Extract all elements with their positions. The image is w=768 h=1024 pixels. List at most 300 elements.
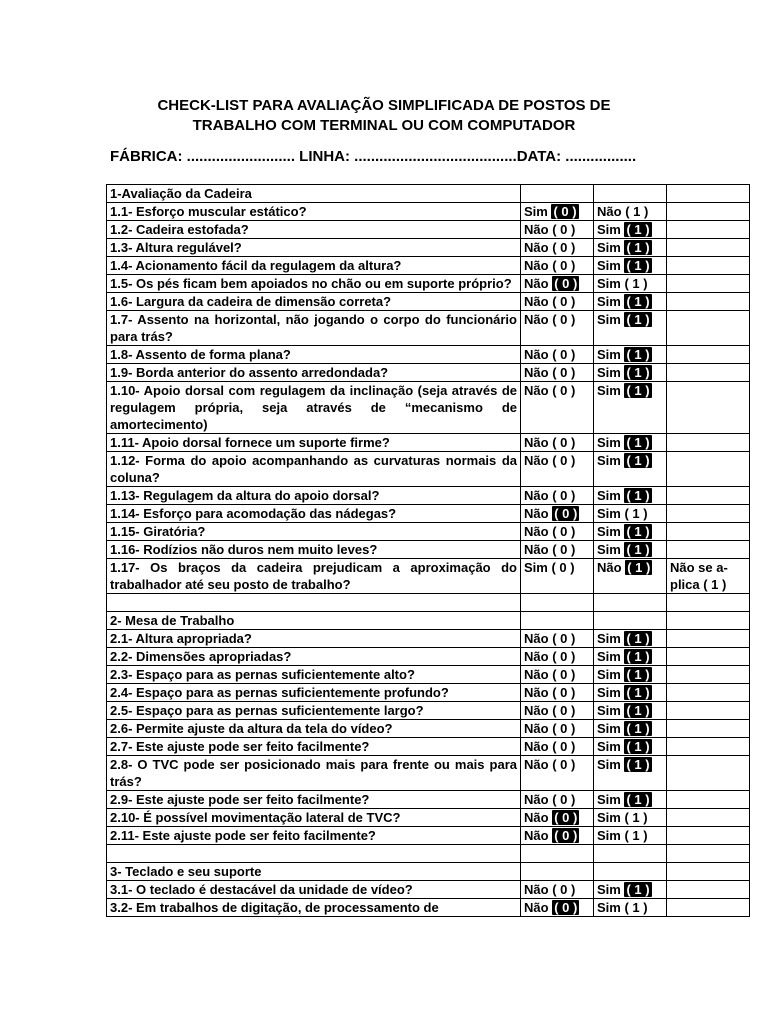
empty-cell xyxy=(667,809,750,827)
answer-score-value: 1 xyxy=(634,739,642,754)
answer-score: ( 0 ) xyxy=(553,204,577,219)
answer-score: ( 0 ) xyxy=(552,240,576,255)
question-row xyxy=(107,684,750,702)
answer-score: ( 1 ) xyxy=(626,667,650,682)
answer-score-value: 1 xyxy=(634,721,642,736)
answer-option-cell xyxy=(521,756,594,791)
spacer-row xyxy=(107,594,750,612)
answer-score: ( 1 ) xyxy=(626,631,650,646)
answer-option-label: Sim xyxy=(597,649,621,664)
empty-cell xyxy=(521,863,594,881)
answer-option-cell xyxy=(521,881,594,899)
empty-cell xyxy=(667,311,750,346)
answer-option-cell xyxy=(594,346,667,364)
answer-score: ( 0 ) xyxy=(552,347,576,362)
answer-score: ( 0 ) xyxy=(552,453,576,468)
answer-option-cell xyxy=(594,221,667,239)
answer-option-cell xyxy=(594,720,667,738)
question-text: 1.5- Os pés ficam bem apoiados no chão ou em suporte próprio? xyxy=(107,275,521,293)
answer-score-value: 0 xyxy=(560,435,568,450)
question-row xyxy=(107,756,750,791)
answer-option-cell xyxy=(521,666,594,684)
empty-cell xyxy=(521,845,594,863)
answer-score: ( 1 ) xyxy=(626,524,650,539)
answer-score-value: 1 xyxy=(634,757,642,772)
answer-option-cell xyxy=(594,559,667,594)
answer-score-value: 0 xyxy=(562,828,570,843)
answer-option-label: Sim xyxy=(597,703,621,718)
answer-score-value: 1 xyxy=(633,204,641,219)
question-row xyxy=(107,666,750,684)
answer-option-label: Sim xyxy=(597,276,621,291)
question-text: 1.2- Cadeira estofada? xyxy=(107,221,521,239)
answer-option-cell xyxy=(521,720,594,738)
question-text: 2.8- O TVC pode ser posicionado mais para frente ou mais para trás? xyxy=(107,756,521,791)
question-row xyxy=(107,346,750,364)
answer-option-label: Sim xyxy=(597,828,621,843)
title-line-1: CHECK-LIST PARA AVALIAÇÃO SIMPLIFICADA DE POSTOS DE xyxy=(157,97,611,114)
section-row xyxy=(107,863,750,881)
answer-score-value: 1 xyxy=(632,506,640,521)
answer-option-label: Sim xyxy=(597,240,621,255)
answer-option-label: Sim xyxy=(597,488,621,503)
answer-score: ( 0 ) xyxy=(551,560,575,575)
answer-score-value: 0 xyxy=(560,721,568,736)
answer-option-cell xyxy=(521,239,594,257)
empty-cell xyxy=(107,845,521,863)
answer-score-value: 0 xyxy=(560,631,568,646)
answer-score-value: 0 xyxy=(559,560,567,575)
answer-option-label: Não xyxy=(524,828,549,843)
answer-score-value: 0 xyxy=(560,222,568,237)
question-text: 2.4- Espaço para as pernas suficientemente profundo? xyxy=(107,684,521,702)
answer-option-label: Não xyxy=(524,542,549,557)
answer-option-label: Não xyxy=(524,667,549,682)
answer-score-value: 1 xyxy=(634,453,642,468)
section-row xyxy=(107,612,750,630)
answer-score: ( 0 ) xyxy=(552,524,576,539)
answer-score-value: 0 xyxy=(560,347,568,362)
answer-option-label: Não xyxy=(524,900,549,915)
answer-score-value: 0 xyxy=(560,792,568,807)
empty-cell xyxy=(667,505,750,523)
answer-score: ( 1 ) xyxy=(626,258,650,273)
empty-cell xyxy=(667,845,750,863)
not-applicable-option: Não se a-plica ( 1 ) xyxy=(667,559,750,594)
answer-score-value: 0 xyxy=(560,294,568,309)
question-row xyxy=(107,293,750,311)
answer-option-cell xyxy=(594,311,667,346)
answer-option-cell xyxy=(521,346,594,364)
answer-option-cell xyxy=(594,684,667,702)
empty-cell xyxy=(667,541,750,559)
answer-score-value: 0 xyxy=(560,453,568,468)
section-heading: 1-Avaliação da Cadeira xyxy=(107,185,521,203)
empty-cell xyxy=(594,594,667,612)
answer-option-cell xyxy=(521,791,594,809)
answer-option-cell xyxy=(521,364,594,382)
question-text: 1.16- Rodízios não duros nem muito leves? xyxy=(107,541,521,559)
question-text: 1.17- Os braços da cadeira prejudicam a aproximação do trabalhador até seu posto de trabalho? xyxy=(107,559,521,594)
answer-option-label: Sim xyxy=(597,383,621,398)
answer-score-value: 1 xyxy=(632,810,640,825)
question-text: 3.1- O teclado é destacável da unidade de vídeo? xyxy=(107,881,521,899)
empty-cell xyxy=(667,863,750,881)
question-text: 1.3- Altura regulável? xyxy=(107,239,521,257)
answer-score: ( 0 ) xyxy=(552,542,576,557)
answer-option-label: Não xyxy=(524,649,549,664)
answer-score: ( 0 ) xyxy=(552,258,576,273)
empty-cell xyxy=(594,612,667,630)
answer-score-value: 0 xyxy=(560,649,568,664)
empty-cell xyxy=(667,382,750,434)
empty-cell xyxy=(667,899,750,917)
answer-option-label: Não xyxy=(524,294,549,309)
answer-score-value: 0 xyxy=(560,365,568,380)
answer-score-value: 0 xyxy=(560,258,568,273)
answer-option-label: Sim xyxy=(524,204,548,219)
answer-option-label: Não xyxy=(524,453,549,468)
answer-option-label: Não xyxy=(524,258,549,273)
empty-cell xyxy=(667,346,750,364)
question-text: 2.10- É possível movimentação lateral de TVC? xyxy=(107,809,521,827)
answer-option-label: Sim xyxy=(597,294,621,309)
empty-cell xyxy=(667,612,750,630)
answer-option-cell xyxy=(521,311,594,346)
answer-score-value: 0 xyxy=(560,667,568,682)
question-row xyxy=(107,827,750,845)
answer-option-label: Sim xyxy=(597,721,621,736)
answer-option-label: Não xyxy=(524,312,549,327)
answer-option-label: Sim xyxy=(597,882,621,897)
question-row xyxy=(107,523,750,541)
answer-score-value: 1 xyxy=(632,828,640,843)
answer-option-cell xyxy=(521,382,594,434)
answer-option-label: Sim xyxy=(597,347,621,362)
answer-score-value: 1 xyxy=(634,882,642,897)
answer-option-cell xyxy=(521,702,594,720)
answer-option-cell xyxy=(521,275,594,293)
question-row xyxy=(107,559,750,594)
answer-option-cell xyxy=(521,505,594,523)
answer-option-label: Sim xyxy=(597,667,621,682)
question-text: 2.5- Espaço para as pernas suficientemente largo? xyxy=(107,702,521,720)
question-text: 1.14- Esforço para acomodação das nádegas? xyxy=(107,505,521,523)
answer-score: ( 1 ) xyxy=(626,435,650,450)
answer-score-value: 0 xyxy=(561,204,569,219)
answer-score: ( 1 ) xyxy=(624,828,648,843)
question-text: 1.13- Regulagem da altura do apoio dorsal? xyxy=(107,487,521,505)
empty-cell xyxy=(667,648,750,666)
answer-score-value: 1 xyxy=(632,276,640,291)
empty-cell xyxy=(667,738,750,756)
answer-option-label: Não xyxy=(524,435,549,450)
answer-score-value: 0 xyxy=(562,506,570,521)
answer-score-value: 1 xyxy=(634,524,642,539)
answer-option-cell xyxy=(594,523,667,541)
answer-score-value: 0 xyxy=(560,542,568,557)
answer-score-value: 0 xyxy=(560,882,568,897)
answer-option-label: Sim xyxy=(597,365,621,380)
answer-option-label: Não xyxy=(524,757,549,772)
answer-score: ( 1 ) xyxy=(626,542,650,557)
answer-score: ( 0 ) xyxy=(554,828,578,843)
empty-cell xyxy=(667,791,750,809)
answer-option-cell xyxy=(521,487,594,505)
answer-score: ( 1 ) xyxy=(624,900,648,915)
answer-score: ( 0 ) xyxy=(552,667,576,682)
answer-option-label: Não xyxy=(524,810,549,825)
answer-option-cell xyxy=(594,293,667,311)
answer-score-value: 1 xyxy=(634,792,642,807)
empty-cell xyxy=(667,364,750,382)
answer-option-label: Sim xyxy=(597,312,621,327)
answer-score: ( 0 ) xyxy=(552,365,576,380)
question-text: 1.11- Apoio dorsal fornece um suporte firme? xyxy=(107,434,521,452)
answer-score: ( 0 ) xyxy=(552,294,576,309)
answer-option-label: Sim xyxy=(597,258,621,273)
answer-option-cell xyxy=(594,756,667,791)
answer-option-cell xyxy=(594,738,667,756)
answer-option-label: Sim xyxy=(597,739,621,754)
empty-cell xyxy=(667,239,750,257)
answer-score-value: 1 xyxy=(634,685,642,700)
answer-score: ( 0 ) xyxy=(554,506,578,521)
answer-score-value: 1 xyxy=(634,365,642,380)
empty-cell xyxy=(107,594,521,612)
answer-score: ( 1 ) xyxy=(626,685,650,700)
answer-score: ( 1 ) xyxy=(624,810,648,825)
empty-cell xyxy=(667,434,750,452)
answer-option-cell xyxy=(521,684,594,702)
answer-option-label: Não xyxy=(524,222,549,237)
answer-option-label: Sim xyxy=(597,900,621,915)
answer-option-cell xyxy=(594,630,667,648)
answer-score-value: 0 xyxy=(560,524,568,539)
answer-score-value: 0 xyxy=(562,810,570,825)
checklist-rows xyxy=(107,185,750,917)
empty-cell xyxy=(594,845,667,863)
answer-score: ( 1 ) xyxy=(625,204,649,219)
answer-score: ( 0 ) xyxy=(552,703,576,718)
answer-option-label: Sim xyxy=(597,222,621,237)
answer-score: ( 0 ) xyxy=(552,721,576,736)
answer-score-value: 1 xyxy=(634,294,642,309)
empty-cell xyxy=(667,257,750,275)
answer-option-cell xyxy=(594,809,667,827)
answer-option-cell xyxy=(521,738,594,756)
answer-score: ( 1 ) xyxy=(624,506,648,521)
answer-score-value: 1 xyxy=(634,435,642,450)
question-text: 1.15- Giratória? xyxy=(107,523,521,541)
answer-option-cell xyxy=(521,559,594,594)
answer-option-cell xyxy=(594,275,667,293)
answer-score-value: 1 xyxy=(634,240,642,255)
empty-cell xyxy=(667,881,750,899)
empty-cell xyxy=(667,827,750,845)
answer-option-label: Sim xyxy=(597,631,621,646)
answer-score: ( 1 ) xyxy=(626,757,650,772)
answer-option-label: Sim xyxy=(597,524,621,539)
question-row xyxy=(107,275,750,293)
answer-option-cell xyxy=(521,257,594,275)
answer-score: ( 1 ) xyxy=(626,312,650,327)
answer-option-cell xyxy=(594,791,667,809)
answer-score: ( 0 ) xyxy=(552,649,576,664)
answer-score-value: 1 xyxy=(634,667,642,682)
answer-option-cell xyxy=(594,487,667,505)
answer-score-value: 0 xyxy=(560,383,568,398)
answer-option-cell xyxy=(521,452,594,487)
answer-score: ( 1 ) xyxy=(626,721,650,736)
answer-option-cell xyxy=(594,239,667,257)
answer-score-value: 0 xyxy=(560,739,568,754)
answer-option-label: Não xyxy=(524,631,549,646)
empty-cell xyxy=(667,452,750,487)
answer-score: ( 0 ) xyxy=(552,435,576,450)
answer-option-cell xyxy=(594,702,667,720)
answer-score: ( 0 ) xyxy=(554,810,578,825)
empty-cell xyxy=(667,221,750,239)
question-row xyxy=(107,382,750,434)
answer-score-value: 1 xyxy=(634,488,642,503)
question-text: 1.8- Assento de forma plana? xyxy=(107,346,521,364)
empty-cell xyxy=(667,702,750,720)
section-row xyxy=(107,185,750,203)
answer-option-cell xyxy=(594,382,667,434)
answer-option-label: Não xyxy=(524,685,549,700)
empty-cell xyxy=(521,612,594,630)
answer-score-value: 0 xyxy=(560,703,568,718)
question-text: 1.6- Largura da cadeira de dimensão correta? xyxy=(107,293,521,311)
answer-option-label: Não xyxy=(597,204,622,219)
answer-option-label: Sim xyxy=(597,506,621,521)
answer-option-label: Sim xyxy=(597,810,621,825)
answer-option-cell xyxy=(521,221,594,239)
empty-cell xyxy=(667,523,750,541)
answer-option-cell xyxy=(521,434,594,452)
answer-option-label: Sim xyxy=(524,560,548,575)
form-header-fields: FÁBRICA: .......................... LINHA: .......................................DATA: ................. xyxy=(110,148,637,165)
answer-score-value: 0 xyxy=(560,757,568,772)
answer-score: ( 0 ) xyxy=(552,312,576,327)
question-row xyxy=(107,257,750,275)
answer-score-value: 1 xyxy=(634,649,642,664)
question-text: 2.1- Altura apropriada? xyxy=(107,630,521,648)
question-text: 2.6- Permite ajuste da altura da tela do vídeo? xyxy=(107,720,521,738)
empty-cell xyxy=(667,185,750,203)
answer-score-value: 1 xyxy=(634,383,642,398)
answer-option-cell xyxy=(594,257,667,275)
answer-score-value: 1 xyxy=(634,703,642,718)
empty-cell xyxy=(594,863,667,881)
answer-score: ( 1 ) xyxy=(626,365,650,380)
question-row xyxy=(107,791,750,809)
answer-option-cell xyxy=(521,293,594,311)
answer-option-cell xyxy=(594,648,667,666)
answer-score-value: 0 xyxy=(562,900,570,915)
answer-option-label: Não xyxy=(524,276,549,291)
question-text: 1.9- Borda anterior do assento arredondada? xyxy=(107,364,521,382)
answer-score: ( 1 ) xyxy=(624,276,648,291)
question-row xyxy=(107,203,750,221)
answer-score-value: 1 xyxy=(634,347,642,362)
question-row xyxy=(107,630,750,648)
answer-score: ( 0 ) xyxy=(552,792,576,807)
answer-option-label: Não xyxy=(524,488,549,503)
answer-score: ( 1 ) xyxy=(626,739,650,754)
answer-option-cell xyxy=(521,809,594,827)
answer-option-label: Sim xyxy=(597,757,621,772)
question-row xyxy=(107,738,750,756)
answer-score-value: 1 xyxy=(634,631,642,646)
answer-score-value: 0 xyxy=(560,488,568,503)
answer-score-value: 1 xyxy=(634,542,642,557)
question-text: 3.2- Em trabalhos de digitação, de processamento de xyxy=(107,899,521,917)
answer-option-cell xyxy=(594,827,667,845)
answer-option-cell xyxy=(521,203,594,221)
answer-score: ( 1 ) xyxy=(626,222,650,237)
answer-score-value: 1 xyxy=(635,560,643,575)
answer-score: ( 0 ) xyxy=(552,383,576,398)
question-row xyxy=(107,239,750,257)
question-text: 1.1- Esforço muscular estático? xyxy=(107,203,521,221)
answer-score: ( 0 ) xyxy=(552,739,576,754)
answer-score: ( 0 ) xyxy=(554,900,578,915)
answer-score: ( 0 ) xyxy=(552,685,576,700)
answer-option-label: Não xyxy=(524,792,549,807)
answer-score-value: 1 xyxy=(634,222,642,237)
answer-score-value: 0 xyxy=(560,240,568,255)
answer-score: ( 1 ) xyxy=(626,347,650,362)
answer-option-label: Não xyxy=(524,240,549,255)
answer-option-label: Não xyxy=(597,560,622,575)
answer-score-value: 0 xyxy=(562,276,570,291)
empty-cell xyxy=(667,275,750,293)
question-text: 2.7- Este ajuste pode ser feito facilmente? xyxy=(107,738,521,756)
answer-option-cell xyxy=(521,523,594,541)
answer-option-label: Não xyxy=(524,506,549,521)
answer-option-cell xyxy=(521,541,594,559)
question-row xyxy=(107,221,750,239)
answer-option-cell xyxy=(594,505,667,523)
section-heading: 3- Teclado e seu suporte xyxy=(107,863,521,881)
answer-score: ( 1 ) xyxy=(627,560,651,575)
answer-score: ( 1 ) xyxy=(626,453,650,468)
answer-option-label: Não xyxy=(524,383,549,398)
answer-score: ( 1 ) xyxy=(626,703,650,718)
answer-option-cell xyxy=(521,648,594,666)
empty-cell xyxy=(667,756,750,791)
document-title xyxy=(0,96,768,136)
answer-option-label: Não xyxy=(524,347,549,362)
answer-score-value: 0 xyxy=(560,312,568,327)
answer-option-cell xyxy=(521,827,594,845)
question-row xyxy=(107,434,750,452)
answer-score: ( 1 ) xyxy=(626,488,650,503)
answer-score: ( 1 ) xyxy=(626,240,650,255)
empty-cell xyxy=(667,684,750,702)
question-text: 1.4- Acionamento fácil da regulagem da altura? xyxy=(107,257,521,275)
empty-cell xyxy=(667,293,750,311)
empty-cell xyxy=(594,185,667,203)
answer-option-cell xyxy=(521,630,594,648)
question-row xyxy=(107,648,750,666)
checklist-table xyxy=(106,184,750,917)
answer-score: ( 0 ) xyxy=(554,276,578,291)
answer-score: ( 0 ) xyxy=(552,882,576,897)
answer-option-label: Não xyxy=(524,524,549,539)
